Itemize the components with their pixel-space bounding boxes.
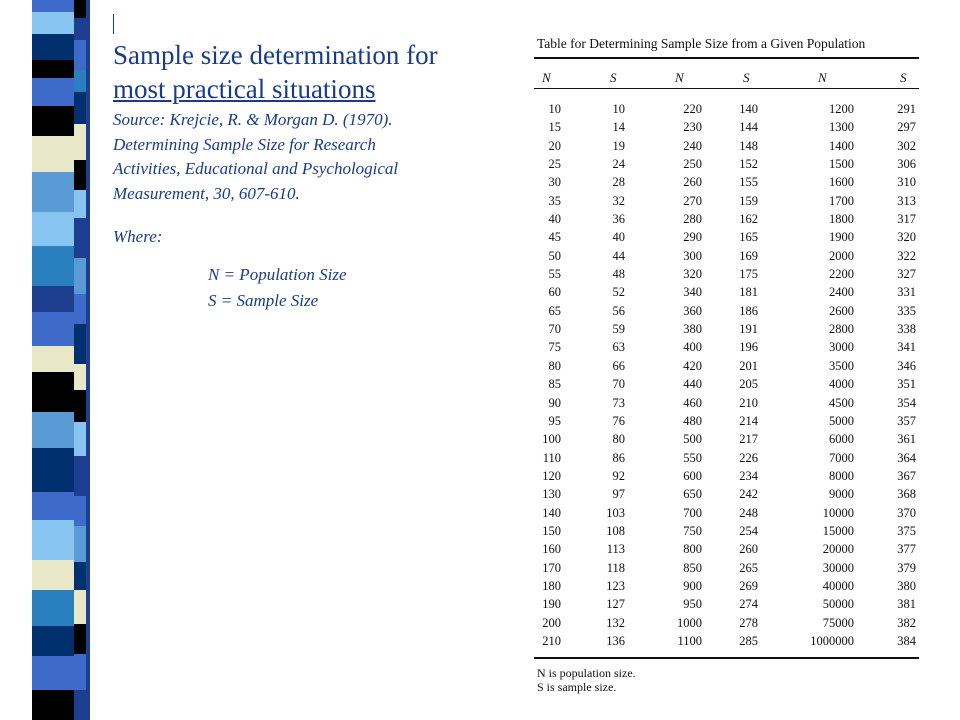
table-cell: 56: [612, 303, 625, 318]
table-cell: 210: [739, 395, 758, 410]
table-cell: 8000: [829, 468, 854, 483]
table-cell: 306: [897, 157, 916, 172]
table-cell: 201: [739, 358, 758, 373]
table-cell: 368: [897, 487, 916, 502]
table-cell: 230: [683, 120, 702, 135]
table-cell: 375: [897, 523, 916, 538]
table-cell: 66: [612, 358, 625, 373]
table-cell: 160: [542, 542, 561, 557]
table-cell: 210: [542, 633, 561, 648]
stripe-segment: [32, 492, 74, 520]
table-top-rule: [534, 57, 919, 59]
table-cell: 165: [739, 230, 758, 245]
table-cell: 75: [548, 340, 561, 355]
table-cell: 234: [739, 468, 758, 483]
table-cell: 285: [739, 633, 758, 648]
table-cell: 5000: [829, 413, 854, 428]
stripe-segment: [74, 324, 86, 364]
table-cell: 10: [548, 102, 561, 116]
table-cell: 140: [542, 505, 561, 520]
table-cell: 103: [606, 505, 625, 520]
table-cell: 360: [683, 303, 702, 318]
table-header-rule: [534, 88, 919, 89]
stripe-segment: [74, 456, 86, 496]
column-S-3: [880, 100, 916, 650]
table-cell: 152: [739, 157, 758, 172]
table-cell: 86: [612, 450, 625, 465]
table-cell: 260: [683, 175, 702, 190]
table-cell: 20: [548, 138, 561, 153]
table-cell: 118: [606, 560, 625, 575]
table-cell: 6000: [829, 432, 854, 447]
table-cell: 377: [897, 542, 916, 557]
stripe-segment: [32, 626, 74, 656]
column-N-1: [528, 100, 561, 650]
table-cell: 59: [612, 322, 625, 337]
table-cell: 10000: [822, 505, 854, 520]
stripe-segment: [32, 0, 74, 12]
table-cell: 20000: [822, 542, 854, 557]
stripe-segment: [74, 496, 86, 526]
header-S-3: S: [900, 70, 907, 85]
table-cell: 2400: [829, 285, 854, 300]
stripe-segment: [74, 124, 86, 160]
stripe-segment: [32, 560, 74, 590]
stripe-segment: [32, 520, 74, 560]
table-cell: 214: [739, 413, 758, 428]
table-cell: 379: [897, 560, 916, 575]
table-cell: 291: [897, 102, 916, 116]
stripe-segment: [74, 92, 86, 124]
table-cell: 97: [612, 487, 625, 502]
table-cell: 384: [897, 633, 916, 648]
table-cell: 24: [612, 157, 625, 172]
stripe-segment: [32, 346, 74, 372]
table-cell: 1600: [829, 175, 854, 190]
table-cell: 181: [739, 285, 758, 300]
table-cell: 190: [542, 597, 561, 612]
header-N-3: N: [818, 70, 827, 85]
table-cell: 75000: [822, 615, 854, 630]
table-cell: 310: [897, 175, 916, 190]
table-cell: 36: [612, 212, 625, 227]
stripe-segment: [74, 624, 86, 654]
stripe-segment: [74, 654, 86, 690]
table-cell: 302: [897, 138, 916, 153]
column-N-2: [660, 100, 702, 650]
stripe-segment: [74, 40, 86, 70]
table-cell: 15000: [822, 523, 854, 538]
source-line: Activities, Educational and Psychological: [113, 159, 399, 178]
table-cell: 4000: [829, 377, 854, 392]
table-cell: 850: [683, 560, 702, 575]
stripe-segment: [32, 590, 74, 626]
stripe-segment: [32, 172, 74, 212]
table-cell: 15: [548, 120, 561, 135]
table-cell: 70: [612, 377, 625, 392]
stripe-segment: [32, 448, 74, 492]
table-cell: 240: [683, 138, 702, 153]
table-cell: 278: [739, 615, 758, 630]
table-cell: 132: [606, 615, 625, 630]
table-cell: 340: [683, 285, 702, 300]
table-cell: 341: [897, 340, 916, 355]
table-cell: 44: [612, 248, 625, 263]
header-S-2: S: [743, 70, 750, 85]
column-S-2: [725, 100, 758, 650]
source-line: Source: Krejcie, R. & Morgan D. (1970).: [113, 110, 393, 129]
table-cell: 2800: [829, 322, 854, 337]
stripe-segment: [32, 656, 74, 690]
table-cell: 10: [612, 102, 625, 116]
stripe-segment: [32, 286, 74, 312]
table-cell: 800: [683, 542, 702, 557]
table-cell: 265: [739, 560, 758, 575]
where-label: Where:: [113, 227, 163, 246]
table-cell: 48: [612, 267, 625, 282]
table-cell: 367: [897, 468, 916, 483]
table-cell: 85: [548, 377, 561, 392]
stripe-segment: [32, 372, 74, 412]
table-cell: 320: [683, 267, 702, 282]
stripe-segment: [74, 526, 86, 562]
table-cell: 95: [548, 413, 561, 428]
table-cell: 191: [739, 322, 758, 337]
table-cell: 290: [683, 230, 702, 245]
table-cell: 364: [897, 450, 916, 465]
table-cell: 2000: [829, 248, 854, 263]
table-cell: 1700: [829, 193, 854, 208]
table-cell: 63: [612, 340, 625, 355]
table-cell: 1500: [829, 157, 854, 172]
table-cell: 254: [739, 523, 758, 538]
stripe-segment: [74, 18, 86, 40]
table-cell: 1000000: [810, 633, 854, 648]
table-cell: 217: [739, 432, 758, 447]
table-cell: 55: [548, 267, 561, 282]
stripe-segment: [74, 0, 86, 18]
table-cell: 351: [897, 377, 916, 392]
stripe-edge: [86, 0, 90, 720]
table-cell: 140: [739, 102, 758, 116]
table-cell: 30000: [822, 560, 854, 575]
table-cell: 248: [739, 505, 758, 520]
table-cell: 700: [683, 505, 702, 520]
header-N-1: N: [542, 70, 551, 85]
source-citation: [113, 108, 513, 206]
column-N-3: [790, 100, 854, 650]
slide-title: [113, 38, 513, 106]
stripe-segment: [74, 590, 86, 624]
table-cell: 400: [683, 340, 702, 355]
table-cell: 155: [739, 175, 758, 190]
table-cell: 297: [897, 120, 916, 135]
stripe-segment: [74, 294, 86, 324]
table-cell: 169: [739, 248, 758, 263]
table-cell: 40000: [822, 578, 854, 593]
table-cell: 92: [612, 468, 625, 483]
table-cell: 420: [683, 358, 702, 373]
definition-N: N = Population Size: [208, 265, 347, 284]
table-cell: 14: [612, 120, 625, 135]
table-cell: 322: [897, 248, 916, 263]
table-cell: 3000: [829, 340, 854, 355]
footnote-N: N is population size.: [537, 666, 636, 680]
title-line-1: Sample size determination for: [113, 40, 438, 70]
table-cell: 35: [548, 193, 561, 208]
stripe-segment: [74, 160, 86, 190]
table-cell: 4500: [829, 395, 854, 410]
table-cell: 1300: [829, 120, 854, 135]
stripe-segment: [32, 78, 74, 106]
table-cell: 3500: [829, 358, 854, 373]
table-cell: 2600: [829, 303, 854, 318]
stripe-segment: [32, 690, 74, 720]
table-cell: 45: [548, 230, 561, 245]
table-cell: 354: [897, 395, 916, 410]
table-cell: 380: [897, 578, 916, 593]
table-cell: 950: [683, 597, 702, 612]
table-cell: 2200: [829, 267, 854, 282]
stripe-segment: [32, 412, 74, 448]
table-cell: 205: [739, 377, 758, 392]
table-bottom-rule: [534, 657, 919, 659]
stripe-segment: [32, 34, 74, 60]
stripe-segment: [74, 390, 86, 422]
table-cell: 180: [542, 578, 561, 593]
table-cell: 76: [612, 413, 625, 428]
definitions: [208, 262, 513, 314]
table-cell: 357: [897, 413, 916, 428]
stripe-segment: [74, 70, 86, 92]
table-cell: 327: [897, 267, 916, 282]
stripe-segment: [32, 60, 74, 78]
table-cell: 120: [542, 468, 561, 483]
table-cell: 550: [683, 450, 702, 465]
table-cell: 65: [548, 303, 561, 318]
table-cell: 313: [897, 193, 916, 208]
table-cell: 40: [548, 212, 561, 227]
decorative-stripe-bar: [0, 0, 105, 720]
table-cell: 320: [897, 230, 916, 245]
table-cell: 196: [739, 340, 758, 355]
table-cell: 40: [612, 230, 625, 245]
table-cell: 270: [683, 193, 702, 208]
table-cell: 123: [606, 578, 625, 593]
table-cell: 108: [606, 523, 625, 538]
stripe-segment: [32, 12, 74, 34]
definition-S: S = Sample Size: [208, 291, 319, 310]
table-cell: 460: [683, 395, 702, 410]
slide-text-block: [113, 38, 513, 314]
table-cell: 80: [548, 358, 561, 373]
table-cell: 600: [683, 468, 702, 483]
table-cell: 130: [542, 487, 561, 502]
table-cell: 440: [683, 377, 702, 392]
table-cell: 338: [897, 322, 916, 337]
stripe-segment: [32, 136, 74, 172]
table-cell: 480: [683, 413, 702, 428]
stripe-segment: [32, 106, 74, 136]
table-cell: 260: [739, 542, 758, 557]
header-N-2: N: [675, 70, 684, 85]
table-cell: 200: [542, 615, 561, 630]
source-line: Measurement, 30, 607-610.: [113, 183, 300, 203]
table-cell: 32: [612, 193, 625, 208]
table-cell: 110: [542, 450, 561, 465]
table-cell: 500: [683, 432, 702, 447]
table-cell: 9000: [829, 487, 854, 502]
table-cell: 60: [548, 285, 561, 300]
stripe-segment: [74, 218, 86, 258]
table-cell: 750: [683, 523, 702, 538]
table-cell: 70: [548, 322, 561, 337]
table-cell: 159: [739, 193, 758, 208]
table-cell: 1200: [829, 102, 854, 116]
table-cell: 127: [606, 597, 625, 612]
table-cell: 136: [606, 633, 625, 648]
table-cell: 28: [612, 175, 625, 190]
stripe-segment: [74, 190, 86, 218]
table-cell: 335: [897, 303, 916, 318]
table-cell: 317: [897, 212, 916, 227]
table-cell: 1800: [829, 212, 854, 227]
stripe-segment: [32, 212, 74, 246]
table-cell: 900: [683, 578, 702, 593]
table-cell: 1900: [829, 230, 854, 245]
table-cell: 331: [897, 285, 916, 300]
table-cell: 30: [548, 175, 561, 190]
stripe-segment: [32, 246, 74, 286]
table-cell: 50000: [822, 597, 854, 612]
table-cell: 19: [612, 138, 625, 153]
footnote-S: S is sample size.: [537, 680, 617, 694]
header-S-1: S: [610, 70, 617, 85]
table-cell: 1100: [677, 633, 702, 648]
table-cell: 300: [683, 248, 702, 263]
table-cell: 220: [683, 102, 702, 116]
column-S-1: [592, 100, 625, 650]
table-cell: 361: [897, 432, 916, 447]
table-cell: 1400: [829, 138, 854, 153]
stripe-segment: [74, 690, 86, 720]
table-cell: 25: [548, 157, 561, 172]
table-cell: 144: [739, 120, 758, 135]
title-line-2: most practical situations: [113, 74, 376, 104]
table-cell: 100: [542, 432, 561, 447]
table-title: Table for Determining Sample Size from a Given Population: [537, 36, 866, 51]
table-cell: 150: [542, 523, 561, 538]
source-line: Determining Sample Size for Research: [113, 134, 376, 154]
table-cell: 269: [739, 578, 758, 593]
table-cell: 226: [739, 450, 758, 465]
stripe-segment: [32, 312, 74, 346]
table-cell: 274: [739, 597, 758, 612]
table-cell: 382: [897, 615, 916, 630]
text-cursor: [113, 14, 114, 34]
stripe-segment: [74, 422, 86, 456]
table-cell: 50: [548, 248, 561, 263]
table-cell: 73: [612, 395, 625, 410]
table-cell: 7000: [829, 450, 854, 465]
sample-size-table: [520, 20, 940, 700]
table-cell: 650: [683, 487, 702, 502]
table-cell: 186: [739, 303, 758, 318]
table-cell: 280: [683, 212, 702, 227]
table-cell: 113: [606, 542, 625, 557]
table-cell: 250: [683, 157, 702, 172]
table-cell: 162: [739, 212, 758, 227]
table-cell: 346: [897, 358, 916, 373]
table-cell: 80: [612, 432, 625, 447]
table-cell: 148: [739, 138, 758, 153]
table-cell: 370: [897, 505, 916, 520]
table-cell: 175: [739, 267, 758, 282]
table-cell: 381: [897, 597, 916, 612]
table-cell: 1000: [677, 615, 702, 630]
stripe-segment: [74, 562, 86, 590]
table-cell: 380: [683, 322, 702, 337]
table-cell: 242: [739, 487, 758, 502]
table-cell: 170: [542, 560, 561, 575]
table-cell: 90: [548, 395, 561, 410]
stripe-segment: [74, 364, 86, 390]
table-cell: 52: [612, 285, 625, 300]
stripe-segment: [74, 258, 86, 294]
